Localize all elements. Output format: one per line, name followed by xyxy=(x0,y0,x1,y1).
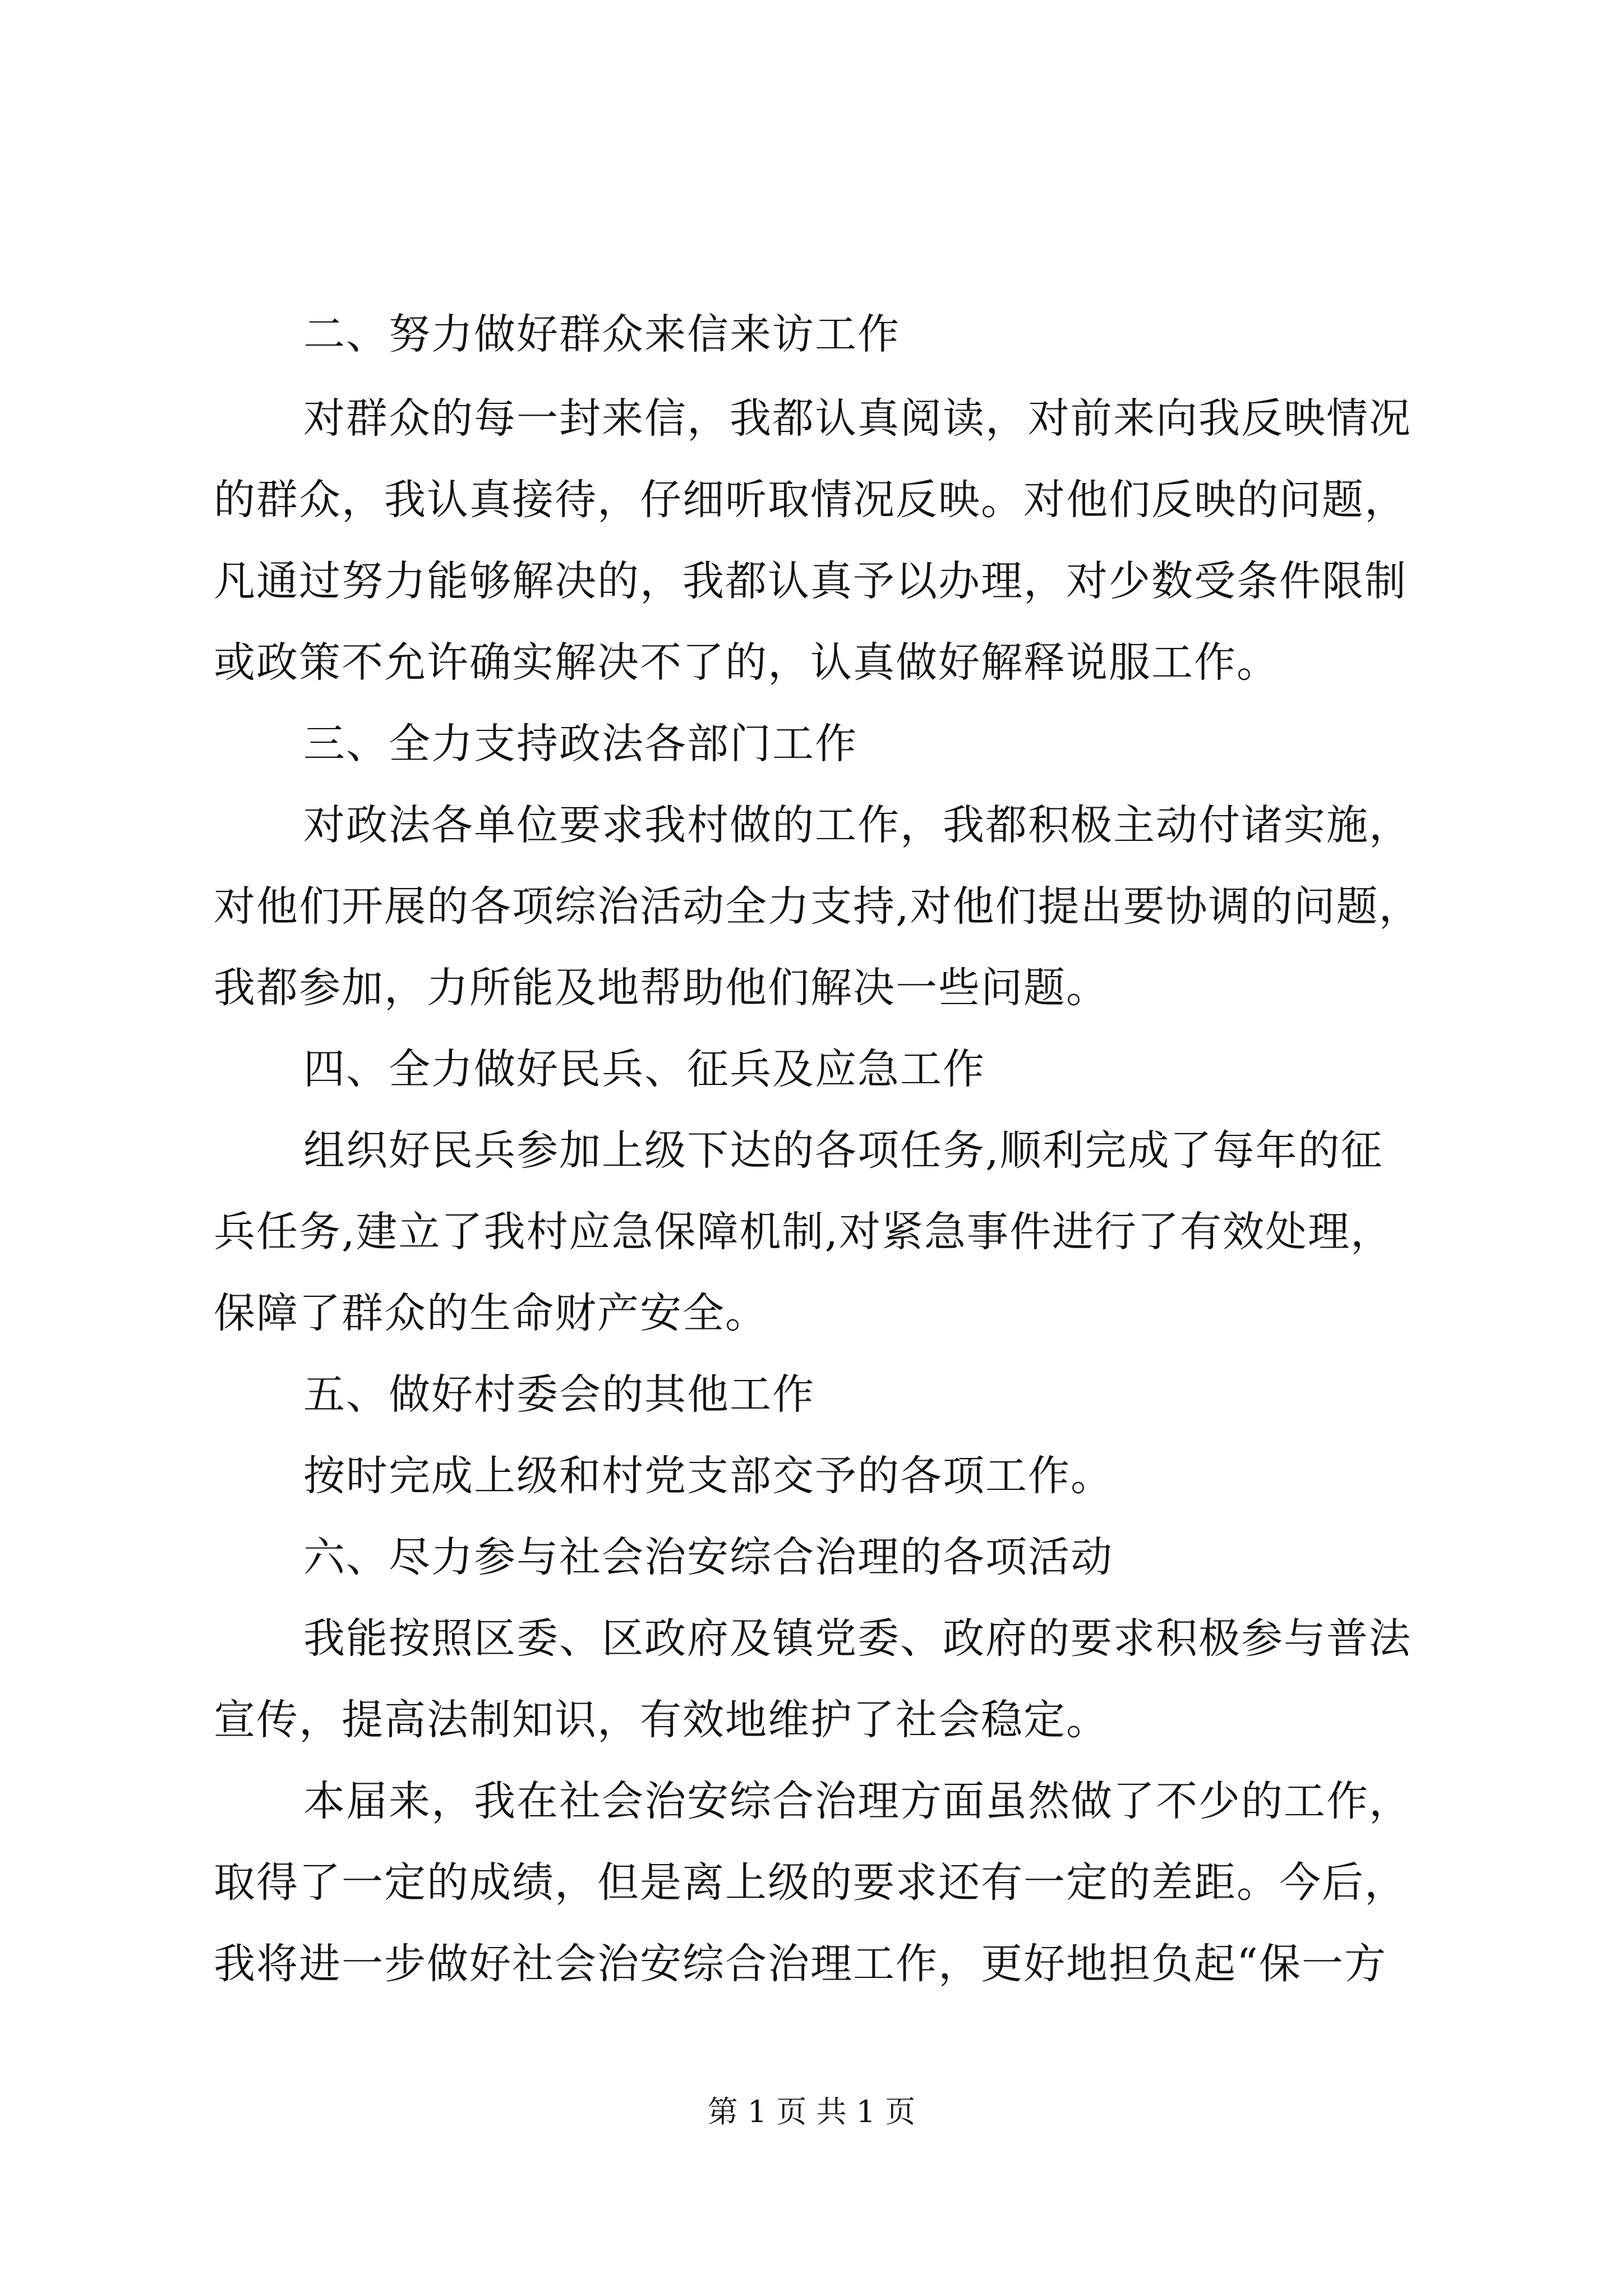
paragraph-line: 保障了群众的生命财产安全。 xyxy=(214,1289,768,1337)
paragraph-line: 凡通过努力能够解决的，我都认真予以办理，对少数受条件限制 xyxy=(214,557,1407,605)
paragraph-line: 对政法各单位要求我村做的工作，我都积极主动付诸实施， xyxy=(303,801,1412,849)
section-heading-4: 四、全力做好民兵、征兵及应急工作 xyxy=(303,1045,985,1093)
paragraph-line: 兵任务,建立了我村应急保障机制,对紧急事件进行了有效处理， xyxy=(214,1208,1394,1256)
paragraph-line: 或政策不允许确实解决不了的，认真做好解释说服工作。 xyxy=(214,638,1279,687)
section-heading-6: 六、尽力参与社会治安综合治理的各项活动 xyxy=(303,1533,1113,1581)
paragraph-line: 我都参加，力所能及地帮助他们解决一些问题。 xyxy=(214,964,1109,1012)
page-number-footer: 第 1 页 共 1 页 xyxy=(707,2094,916,2129)
paragraph-line: 我将进一步做好社会治安综合治理工作，更好地担负起“保一方 xyxy=(214,1940,1387,1988)
paragraph-line: 按时完成上级和村党支部交予的各项工作。 xyxy=(303,1452,1113,1500)
paragraph-line: 的群众，我认真接待，仔细听取情况反映。对他们反映的问题， xyxy=(214,476,1407,524)
paragraph-line: 我能按照区委、区政府及镇党委、政府的要求积极参与普法 xyxy=(303,1614,1412,1663)
paragraph-line: 本届来，我在社会治安综合治理方面虽然做了不少的工作， xyxy=(303,1777,1412,1825)
section-heading-2: 二、努力做好群众来信来访工作 xyxy=(303,310,900,358)
paragraph-line: 取得了一定的成绩，但是离上级的要求还有一定的差距。今后， xyxy=(214,1858,1407,1907)
section-heading-5: 五、做好村委会的其他工作 xyxy=(303,1370,815,1419)
paragraph-line: 宣传，提高法制知识，有效地维护了社会稳定。 xyxy=(214,1696,1109,1744)
paragraph-line: 组织好民兵参加上级下达的各项任务,顺利完成了每年的征 xyxy=(303,1126,1384,1175)
paragraph-line: 对群众的每一封来信，我都认真阅读，对前来向我反映情况 xyxy=(303,394,1412,443)
paragraph-line: 对他们开展的各项综治活动全力支持,对他们提出要协调的问题， xyxy=(214,882,1422,931)
section-heading-3: 三、全力支持政法各部门工作 xyxy=(303,720,857,768)
